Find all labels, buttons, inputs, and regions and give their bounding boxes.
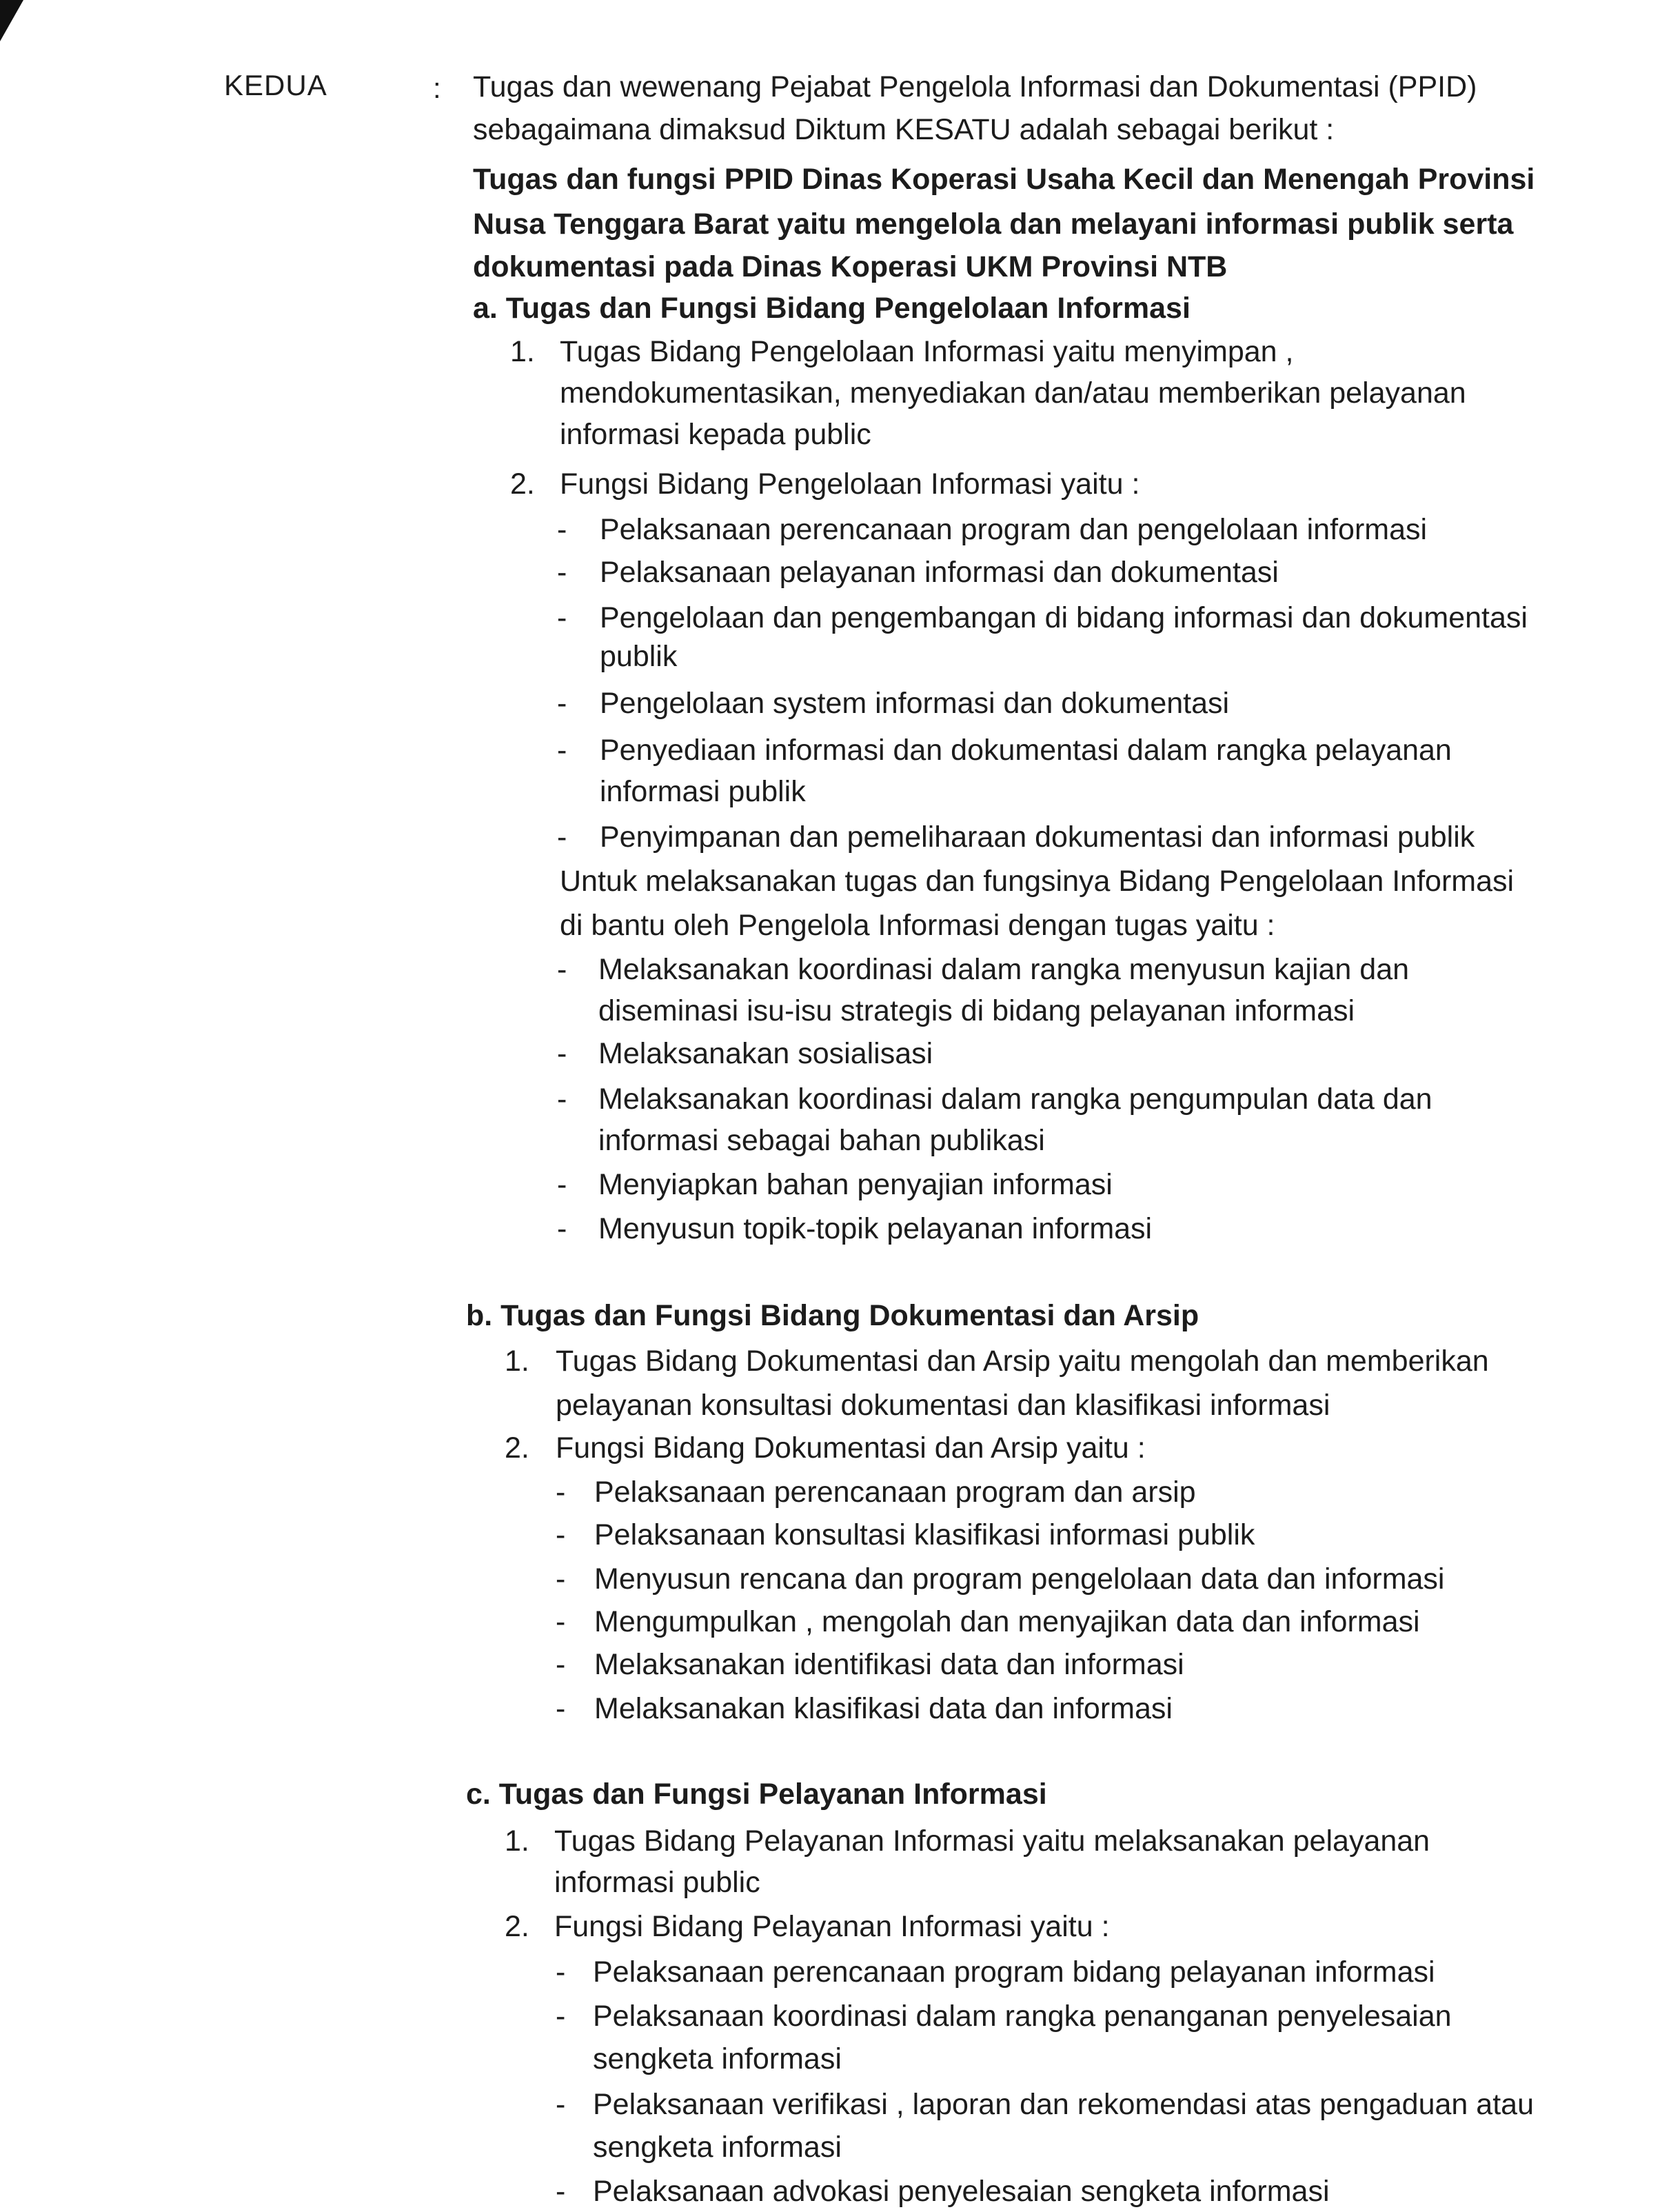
section-b-heading: b. Tugas dan Fungsi Bidang Dokumentasi dan Arsip: [466, 1299, 1199, 1332]
bullet-dash: -: [556, 2175, 566, 2208]
section-a-function-1: Pelaksanaan perencanaan program dan pengelolaan informasi: [600, 513, 1428, 546]
bullet-dash: -: [556, 2088, 566, 2121]
section-c-item1-line-2: informasi public: [554, 1866, 760, 1899]
section-b-function-2: Pelaksanaan konsultasi klasifikasi informasi publik: [594, 1518, 1255, 1551]
section-c-item2-number: 2.: [505, 1910, 529, 1943]
bullet-dash: -: [557, 1212, 567, 1245]
section-b-item1-line-1: Tugas Bidang Dokumentasi dan Arsip yaitu mengolah dan memberikan: [556, 1345, 1489, 1378]
section-a-function-3: Pengelolaan dan pengembangan di bidang informasi dan dokumentasi: [600, 601, 1528, 634]
bullet-dash: -: [557, 821, 567, 854]
bullet-dash: -: [556, 1605, 566, 1638]
bullet-dash: -: [556, 1648, 566, 1681]
intro-line-1: Tugas dan wewenang Pejabat Pengelola Informasi dan Dokumentasi (PPID): [473, 70, 1477, 103]
section-b-function-3: Menyusun rencana dan program pengelolaan data dan informasi: [594, 1562, 1445, 1596]
section-c-function-3-cont: sengketa informasi: [593, 2131, 842, 2164]
section-b-function-6: Melaksanakan klasifikasi data dan informasi: [594, 1692, 1173, 1725]
bullet-dash: -: [557, 734, 567, 767]
bullet-dash: -: [557, 513, 567, 546]
section-a-task-1: Melaksanakan koordinasi dalam rangka menyusun kajian dan: [598, 953, 1410, 986]
section-b-item2-text: Fungsi Bidang Dokumentasi dan Arsip yaitu :: [556, 1431, 1146, 1465]
section-a-function-4: Pengelolaan system informasi dan dokumentasi: [600, 687, 1230, 720]
section-a-item2-number: 2.: [510, 467, 535, 501]
section-a-heading: a. Tugas dan Fungsi Bidang Pengelolaan Informasi: [473, 292, 1191, 325]
section-a-item1-line-2: mendokumentasikan, menyediakan dan/atau memberikan pelayanan: [560, 376, 1466, 410]
section-b-item2-number: 2.: [505, 1431, 529, 1465]
section-c-heading: c. Tugas dan Fungsi Pelayanan Informasi: [466, 1778, 1047, 1811]
section-c-function-4: Pelaksanaan advokasi penyelesaian sengketa informasi: [593, 2175, 1330, 2208]
section-b-function-5: Melaksanakan identifikasi data dan informasi: [594, 1648, 1184, 1681]
section-a-function-3-cont: publik: [600, 640, 678, 673]
bullet-dash: -: [556, 1562, 566, 1596]
section-c-item2-text: Fungsi Bidang Pelayanan Informasi yaitu :: [554, 1910, 1110, 1943]
section-a-untuk-line-1: Untuk melaksanakan tugas dan fungsinya Bidang Pengelolaan Informasi: [560, 865, 1515, 898]
bullet-dash: -: [556, 1955, 566, 1989]
intro-bold-line-3: dokumentasi pada Dinas Koperasi UKM Provinsi NTB: [473, 250, 1228, 283]
bullet-dash: -: [556, 1476, 566, 1509]
section-a-item1-line-1: Tugas Bidang Pengelolaan Informasi yaitu menyimpan ,: [560, 335, 1294, 368]
intro-line-2: sebagaimana dimaksud Diktum KESATU adalah sebagai berikut :: [473, 113, 1335, 146]
intro-bold-line-1: Tugas dan fungsi PPID Dinas Koperasi Usaha Kecil dan Menengah Provinsi: [473, 163, 1535, 196]
section-b-item1-number: 1.: [505, 1345, 529, 1378]
bullet-dash: -: [556, 1518, 566, 1551]
section-a-task-3-cont: informasi sebagai bahan publikasi: [598, 1124, 1045, 1157]
section-a-task-3: Melaksanakan koordinasi dalam rangka pengumpulan data dan: [598, 1083, 1432, 1116]
bullet-dash: -: [557, 601, 567, 634]
section-a-task-4: Menyiapkan bahan penyajian informasi: [598, 1168, 1113, 1201]
section-c-item1-number: 1.: [505, 1824, 529, 1858]
diktum-label: KEDUA: [224, 69, 327, 101]
section-a-item2-text: Fungsi Bidang Pengelolaan Informasi yaitu :: [560, 467, 1140, 501]
section-a-task-1-cont: diseminasi isu-isu strategis di bidang pelayanan informasi: [598, 994, 1355, 1027]
diktum-colon: :: [433, 72, 441, 104]
section-a-task-2: Melaksanakan sosialisasi: [598, 1037, 933, 1070]
section-c-function-3: Pelaksanaan verifikasi , laporan dan rekomendasi atas pengaduan atau: [593, 2088, 1534, 2121]
section-c-function-1: Pelaksanaan perencanaan program bidang pelayanan informasi: [593, 1955, 1435, 1989]
bullet-dash: -: [557, 1168, 567, 1201]
section-b-function-1: Pelaksanaan perencanaan program dan arsip: [594, 1476, 1196, 1509]
section-a-function-2: Pelaksanaan pelayanan informasi dan dokumentasi: [600, 556, 1279, 589]
section-c-item1-line-1: Tugas Bidang Pelayanan Informasi yaitu melaksanakan pelayanan: [554, 1824, 1430, 1858]
bullet-dash: -: [556, 1692, 566, 1725]
section-a-function-5-cont: informasi publik: [600, 775, 806, 808]
section-a-item1-line-3: informasi kepada public: [560, 418, 871, 451]
bullet-dash: -: [556, 2000, 566, 2033]
intro-bold-line-2: Nusa Tenggara Barat yaitu mengelola dan melayani informasi publik serta: [473, 208, 1514, 241]
bullet-dash: -: [557, 1037, 567, 1070]
section-a-function-5: Penyediaan informasi dan dokumentasi dalam rangka pelayanan: [600, 734, 1452, 767]
bullet-dash: -: [557, 556, 567, 589]
section-a-task-5: Menyusun topik-topik pelayanan informasi: [598, 1212, 1153, 1245]
section-c-function-2: Pelaksanaan koordinasi dalam rangka penanganan penyelesaian: [593, 2000, 1452, 2033]
section-b-item1-line-2: pelayanan konsultasi dokumentasi dan klasifikasi informasi: [556, 1389, 1330, 1422]
section-a-untuk-line-2: di bantu oleh Pengelola Informasi dengan tugas yaitu :: [560, 909, 1275, 942]
scan-corner-mark: [0, 0, 23, 41]
section-a-function-6: Penyimpanan dan pemeliharaan dokumentasi dan informasi publik: [600, 821, 1475, 854]
bullet-dash: -: [557, 953, 567, 986]
section-b-function-4: Mengumpulkan , mengolah dan menyajikan data dan informasi: [594, 1605, 1420, 1638]
section-c-function-2-cont: sengketa informasi: [593, 2042, 842, 2075]
bullet-dash: -: [557, 1083, 567, 1116]
bullet-dash: -: [557, 687, 567, 720]
section-a-item1-number: 1.: [510, 335, 535, 368]
